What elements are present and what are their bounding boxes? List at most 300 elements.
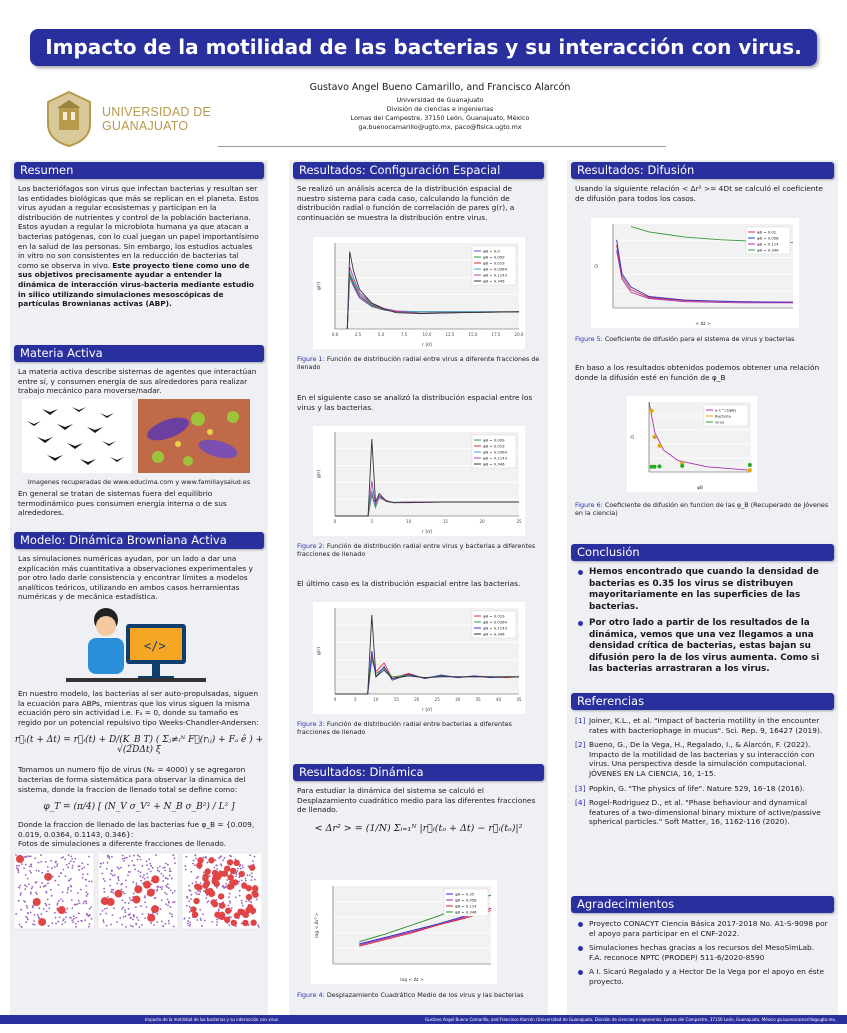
figure-6-chart	[627, 396, 757, 492]
virus-particle	[162, 875, 164, 877]
virus-particle	[188, 885, 190, 887]
virus-particle	[110, 873, 112, 875]
x-axis-label: log < Δt >	[400, 978, 424, 983]
reference-text: Popkin, G. "The physics of life". Nature 529, 16–18 (2016).	[589, 783, 805, 793]
virus-particle	[161, 899, 163, 901]
virus-particle	[229, 893, 231, 895]
virus-particle	[58, 900, 60, 902]
section-materia-activa	[14, 345, 264, 518]
bacteria-particle	[234, 860, 240, 866]
virus-particle	[205, 856, 207, 858]
virus-particle	[84, 901, 86, 903]
bacteria-particle	[207, 888, 213, 894]
virus-particle	[65, 875, 67, 877]
virus-particle	[121, 924, 123, 926]
virus-particle	[67, 866, 69, 868]
virus-particle	[88, 926, 90, 928]
virus-particle	[45, 861, 47, 863]
virus-particle	[38, 862, 40, 864]
virus-particle	[173, 925, 175, 927]
fig4-svg	[311, 880, 497, 984]
virus-particle	[147, 876, 149, 878]
virus-particle	[185, 856, 187, 858]
virus-particle	[249, 854, 251, 856]
virus-particle	[235, 873, 237, 875]
x-axis-label: φB	[696, 486, 704, 491]
agradecimientos-list	[571, 913, 834, 987]
materia-text-1: La materia activa describe sistemas de agentes que interactúan entre sí, y consumen energía de sus alrededores para realizar trabajo mecánico para moverse/nadar.	[18, 367, 257, 396]
virus-particle	[23, 867, 25, 869]
virus-particle	[256, 899, 258, 901]
virus-particle	[172, 892, 174, 894]
legend-entry: a·C^(1/φB)	[715, 407, 737, 413]
agradecimiento-item: A I. Sicarú Regalado y a Hector De la Vega por el apoyo en éste proyecto.	[577, 967, 828, 986]
footer-left: Impacto de la motilidad de las bacterias y su interacción con virus.	[145, 1017, 280, 1022]
virus-particle	[170, 870, 172, 872]
bacteria-particle	[252, 885, 258, 891]
bacteria-particle	[151, 905, 159, 913]
virus-particle	[30, 872, 32, 874]
data-point	[748, 463, 752, 467]
virus-particle	[203, 871, 205, 873]
virus-particle	[146, 873, 148, 875]
y-axis-label: D	[631, 435, 636, 439]
virus-particle	[117, 866, 119, 868]
virus-particle	[40, 913, 42, 915]
virus-particle	[80, 889, 82, 891]
virus-particle	[208, 900, 210, 902]
virus-particle	[78, 869, 80, 871]
filling-fraction-equation: φ_T = (π/4) [ (N_V σ_V² + N_B σ_B²) / L² ]	[43, 802, 235, 813]
virus-particle	[81, 868, 83, 870]
x-tick-label: 20	[479, 519, 485, 524]
virus-particle	[66, 908, 68, 910]
virus-particle	[185, 869, 187, 871]
virus-particle	[35, 892, 37, 894]
virus-particle	[32, 923, 34, 925]
virus-particle	[189, 906, 191, 908]
section-heading: Resultados: Dinámica	[293, 764, 544, 781]
legend-entry: φB = 0.009	[483, 254, 505, 260]
virus-particle	[214, 866, 216, 868]
figure-1-caption	[293, 352, 544, 375]
virus-particle	[150, 865, 152, 867]
virus-particle	[144, 878, 146, 880]
figure-2-chart	[313, 426, 525, 536]
figure-label: Figure 6:	[575, 501, 603, 509]
virus-particle	[79, 902, 81, 904]
virus-particle	[206, 901, 208, 903]
virus-particle	[69, 917, 71, 919]
virus-particle	[168, 902, 170, 904]
virus-particle	[104, 908, 106, 910]
virus-particle	[167, 864, 169, 866]
virus-particle	[51, 922, 53, 924]
column-middle	[289, 160, 548, 1018]
virus-particle	[45, 891, 47, 893]
virus-particle	[132, 881, 134, 883]
resumen-text	[14, 179, 264, 309]
x-tick-label: 5	[370, 519, 374, 524]
legend-entry: φB = 0.0	[483, 248, 500, 254]
virus-particle	[121, 888, 123, 890]
virus-particle	[73, 861, 75, 863]
virus-particle	[82, 873, 84, 875]
x-tick-label: 2.5	[354, 332, 362, 337]
virus-particle	[47, 882, 49, 884]
virus-particle	[19, 894, 21, 896]
reference-number[interactable]: [1]	[575, 716, 586, 725]
virus-particle	[90, 906, 92, 908]
reference-number[interactable]: [2]	[575, 740, 586, 750]
bacteria-particle	[242, 920, 248, 926]
x-tick-label: 45	[516, 697, 522, 702]
virus-particle	[129, 855, 131, 857]
reference-item	[575, 740, 830, 778]
virus-particle	[85, 879, 87, 881]
x-tick-label: 0	[333, 519, 337, 524]
virus-particle	[167, 878, 169, 880]
virus-particle	[251, 876, 253, 878]
section-heading: Modelo: Dinámica Browniana Activa	[14, 532, 264, 549]
reference-number[interactable]: [4]	[575, 798, 586, 808]
fig1-svg	[313, 237, 525, 349]
virus-particle	[239, 895, 241, 897]
virus-particle	[54, 912, 56, 914]
fig6-svg	[627, 396, 757, 492]
bacteria-particle	[210, 899, 216, 905]
data-point	[650, 409, 654, 413]
virus-particle	[148, 868, 150, 870]
virus-particle	[116, 882, 118, 884]
virus-particle	[125, 915, 127, 917]
virus-particle	[196, 877, 198, 879]
modelo-text-2: En nuestro modelo, las bacterias al ser auto-propulsadas, siguen la ecuación para ABPs, mientras que los virus siguen la misma ecuación pero sin actividad i.e. Fₐ = 0, donde su tamaño es regido por un potencial repulsivo tipo Weeks-Chandler-Andersen:	[18, 688, 259, 727]
bacteria-particle	[132, 895, 140, 903]
virus-particle	[60, 898, 62, 900]
virus-particle	[144, 917, 146, 919]
virus-particle	[59, 916, 61, 918]
reference-text: Bueno, G., De la Vega, H., Regalado, I., & Alarcón, F. (2022). Impacto de la motilidad de las bacterias y su interacción con virus. Una perspectiva desde la simulación computacional. JÓVENES EN LA CIENCIA, 16, 1-15.	[589, 740, 815, 778]
figure-label: Figure 3:	[297, 720, 325, 728]
bacteria-particle	[239, 871, 245, 877]
virus-particle	[25, 916, 27, 918]
virus-particle	[83, 866, 85, 868]
virus-particle	[141, 865, 143, 867]
virus-particle	[102, 919, 104, 921]
virus-particle	[107, 856, 109, 858]
virus-particle	[103, 888, 105, 890]
virus-particle	[134, 868, 136, 870]
config-text-1: Se realizó un análisis acerca de la distribución espacial de nuestro sistema para cada caso, calculando la función de distribución radial o función de correlación de pares g(r), a continuación se muestra la distribución entre virus.	[297, 184, 515, 222]
virus-particle	[207, 862, 209, 864]
footer-bar	[0, 1015, 847, 1031]
virus-particle	[16, 865, 18, 867]
virus-particle	[140, 880, 142, 882]
virus-particle	[148, 858, 150, 860]
virus-particle	[109, 885, 111, 887]
virus-particle	[169, 868, 171, 870]
virus-particle	[144, 897, 146, 899]
x-tick-label: 30	[455, 697, 461, 702]
virus-particle	[86, 913, 88, 915]
virus-particle	[205, 897, 207, 899]
virus-particle	[113, 892, 115, 894]
virus-particle	[88, 880, 90, 882]
affiliation-line: Lomas del Campestre, 37150 León, Guanajuato, México	[350, 114, 530, 122]
virus-particle	[112, 875, 114, 877]
data-point	[680, 464, 684, 468]
virus-particle	[81, 862, 83, 864]
virus-particle	[40, 861, 42, 863]
virus-particle	[88, 856, 90, 858]
virus-particle	[137, 859, 139, 861]
x-axis-label: r [σ]	[422, 530, 432, 535]
virus-particle	[71, 907, 73, 909]
bacteria-particle	[147, 914, 155, 922]
virus-particle	[30, 893, 32, 895]
resumen-bold: Este proyecto tiene como uno de sus objetivos precisamente ayudar a entender la dinámica de interacción virus-bacteria mediante estudio in silico utilizando simulaciones mesoscópicas de partículas Brownianas activas (ABP).	[18, 260, 254, 309]
bacteria-particle	[219, 902, 225, 908]
section-referencias	[571, 693, 834, 832]
legend-entry: φB = 0.1143	[483, 455, 507, 461]
legend-entry: φB = 0.346	[483, 278, 505, 284]
virus-particle	[164, 892, 166, 894]
virus-particle	[111, 869, 113, 871]
bacteria-particle	[214, 911, 220, 917]
virus-particle	[21, 863, 23, 865]
virus-particle	[26, 905, 28, 907]
virus-particle	[238, 880, 240, 882]
virus-particle	[107, 896, 109, 898]
legend-entry: φB = 0.019	[483, 613, 505, 619]
virus-particle	[150, 922, 152, 924]
virus-particle	[19, 924, 21, 926]
virus-particle	[30, 911, 32, 913]
virus-particle	[223, 887, 225, 889]
bacteria-particle	[151, 875, 159, 883]
virus-particle	[15, 854, 17, 856]
virus-particle	[242, 867, 244, 869]
virus-particle	[62, 891, 64, 893]
virus-particle	[72, 921, 74, 923]
figure-label: Figure 4:	[297, 991, 325, 999]
simulation-snapshot-images	[14, 853, 264, 929]
virus-particle	[133, 892, 135, 894]
virus-particle	[168, 887, 170, 889]
logo-line-2: GUANAJUATO	[102, 119, 189, 133]
figure-caption-text: Función de distribución radial entre bacterias a diferentes fracciones de llenado	[297, 720, 512, 737]
virus-particle	[48, 925, 50, 927]
virus-particle	[68, 863, 70, 865]
virus-particle	[242, 904, 244, 906]
virus-particle	[164, 866, 166, 868]
section-heading: Materia Activa	[14, 345, 264, 362]
figure-4-chart	[311, 880, 497, 984]
virus-particle	[28, 883, 30, 885]
x-tick-label: 10.0	[422, 332, 432, 337]
msd-equation: < Δr² > = (1/N) Σᵢ₌₁ᴺ |r⃗ᵢ(tₒ + Δt) − r⃗ᵢ(tₒ)|²	[314, 822, 523, 834]
virus-particle	[117, 877, 119, 879]
virus-particle	[125, 879, 127, 881]
virus-particle	[48, 907, 50, 909]
virus-particle	[111, 889, 113, 891]
virus-particle	[46, 910, 48, 912]
virus-particle	[128, 902, 130, 904]
virus-particle	[153, 924, 155, 926]
virus-particle	[31, 886, 33, 888]
bacteria-particle	[115, 890, 123, 898]
virus-particle	[139, 926, 141, 928]
virus-particle	[195, 892, 197, 894]
virus-particle	[70, 878, 72, 880]
virus-particle	[165, 923, 167, 925]
virus-particle	[103, 878, 105, 880]
virus-particle	[128, 908, 130, 910]
x-tick-label: 25	[434, 697, 440, 702]
bacteria-particle	[16, 855, 24, 863]
virus-particle	[230, 916, 232, 918]
virus-particle	[241, 902, 243, 904]
legend-entry: φB = 0.114	[757, 241, 779, 247]
reference-item	[575, 716, 830, 735]
virus-particle	[120, 867, 122, 869]
column-right	[567, 160, 838, 1018]
virus-particle	[140, 875, 142, 877]
bacteria-particle	[33, 898, 41, 906]
virus-particle	[72, 865, 74, 867]
virus-particle	[142, 876, 144, 878]
virus-particle	[77, 892, 79, 894]
virus-particle	[244, 878, 246, 880]
section-agradecimientos	[571, 896, 834, 992]
virus-particle	[250, 879, 252, 881]
virus-particle	[114, 874, 116, 876]
virus-particle	[252, 860, 254, 862]
virus-particle	[17, 870, 19, 872]
virus-particle	[128, 865, 130, 867]
authors: Gustavo Angel Bueno Camarillo, and Francisco Alarcón	[309, 82, 571, 93]
virus-particle	[184, 865, 186, 867]
virus-particle	[245, 880, 247, 882]
virus-particle	[152, 867, 154, 869]
virus-particle	[56, 863, 58, 865]
bacteria-particle	[224, 917, 230, 923]
virus-particle	[70, 885, 72, 887]
virus-particle	[104, 891, 106, 893]
virus-particle	[73, 915, 75, 917]
x-tick-label: 15	[442, 519, 448, 524]
virus-particle	[70, 860, 72, 862]
bacteria-particle	[192, 911, 198, 917]
virus-particle	[242, 865, 244, 867]
virus-particle	[230, 855, 232, 857]
legend-entry: virus	[715, 419, 725, 425]
virus-particle	[47, 898, 49, 900]
virus-particle	[50, 889, 52, 891]
x-tick-label: 15.0	[468, 332, 478, 337]
virus-particle	[188, 917, 190, 919]
agradecimiento-item: Simulaciones hechas gracias a los recursos del MesoSimLab. F.A. reconoce NPTC (PRODEP) 511-6/2020-8590	[577, 943, 828, 962]
virus-particle	[126, 857, 128, 859]
legend-entry: φB = 0.009	[483, 437, 505, 443]
virus-particle	[197, 876, 199, 878]
virus-particle	[189, 924, 191, 926]
bacteria-particle	[250, 919, 256, 925]
config-text-2: En el siguiente caso se analizó la distribución espacial entre los virus y las bacterias.	[297, 393, 533, 412]
virus-particle	[18, 865, 20, 867]
virus-particle	[112, 889, 114, 891]
virus-particle	[24, 888, 26, 890]
virus-particle	[71, 919, 73, 921]
computer-illustration-area	[14, 602, 264, 684]
virus-particle	[189, 911, 191, 913]
difusion-text-2: En baso a los resultados obtenidos podemos obtener una relación donde la difusión esté en función de φ_B	[575, 363, 820, 382]
virus-particle	[128, 871, 130, 873]
virus-particle	[190, 871, 192, 873]
virus-particle	[218, 908, 220, 910]
bacteria-particle	[208, 857, 214, 863]
virus-particle	[235, 896, 237, 898]
virus-particle	[118, 879, 120, 881]
virus-particle	[161, 873, 163, 875]
virus-particle	[117, 876, 119, 878]
legend-entry: φB = 0.35	[455, 891, 475, 897]
section-heading: Resultados: Difusión	[571, 162, 834, 179]
virus-particle	[194, 864, 196, 866]
figure-label: Figure 5:	[575, 335, 603, 343]
virus-particle	[36, 893, 38, 895]
virus-particle	[167, 883, 169, 885]
virus-particle	[201, 925, 203, 927]
virus-particle	[118, 868, 120, 870]
virus-particle	[32, 906, 34, 908]
virus-particle	[187, 920, 189, 922]
bacteria-particle	[234, 912, 240, 918]
reference-number[interactable]: [3]	[575, 783, 586, 793]
virus-particle	[67, 887, 69, 889]
virus-particle	[251, 872, 253, 874]
x-tick-label: 35	[475, 697, 481, 702]
virus-particle	[203, 890, 205, 892]
config-text-3-wrap	[293, 574, 544, 589]
data-point	[653, 435, 657, 439]
x-tick-label: 0.0	[331, 332, 339, 337]
virus-particle	[220, 855, 222, 857]
virus-particle	[186, 905, 188, 907]
virus-particle	[146, 860, 148, 862]
affiliation-line[interactable]: ga.buenocamarillo@ugto.mx, paco@fisica.ugto.mx	[358, 123, 522, 131]
y-axis-label: g(r)	[317, 281, 322, 291]
bacteria-particle	[246, 894, 252, 900]
conclusion-item: Hemos encontrado que cuando la densidad de bacterias es 0.35 los virus se distribuyen mayoritariamente en las superficies de las bacterias.	[577, 567, 828, 613]
virus-particle	[37, 914, 39, 916]
virus-particle	[34, 857, 36, 859]
virus-particle	[131, 860, 133, 862]
virus-particle	[65, 912, 67, 914]
virus-particle	[101, 873, 103, 875]
virus-particle	[67, 889, 69, 891]
virus-particle	[60, 872, 62, 874]
virus-particle	[202, 913, 204, 915]
university-name	[102, 105, 211, 133]
legend-entry: φB = 0.346	[455, 909, 477, 915]
section-config-espacial	[293, 162, 544, 222]
virus-particle	[89, 908, 91, 910]
virus-particle	[106, 925, 108, 927]
virus-particle	[102, 910, 104, 912]
virus-particle	[161, 888, 163, 890]
